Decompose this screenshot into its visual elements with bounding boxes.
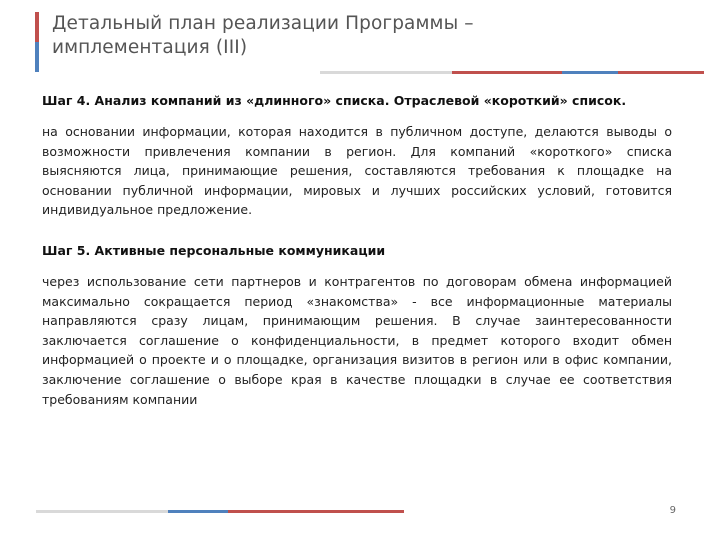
- bottom-rule-grey: [36, 510, 168, 513]
- top-rule-red: [452, 71, 562, 74]
- step4-text: на основании информации, которая находится в публичном доступе, делаются выводы о возможности привлечения компании в регион. Для компаний «короткого» списка выясняются лица, принимающие решения, составляются требования к площадке на основании публичной информации, мировых и лучших российских условий, готовится индивидуальное предложение.: [42, 124, 672, 218]
- bottom-rule-red: [228, 510, 404, 513]
- slide-title: Детальный план реализации Программы – имплементация (III): [52, 13, 474, 58]
- step5-text: через использование сети партнеров и контрагентов по договорам обмена информацией максимально сокращается период «знакомства» - все информационные материалы направляются сразу лицам, принимающим решения. В случае заинтересованности заключается соглашение о конфиденциальности, в предмет которого входит обмен информацией о проекте и о площадке, организация визитов в регион или в офис компании, заключение соглашение о выборе края в качестве площадки в случае ее соответствия требованиям компании: [42, 273, 672, 407]
- page-number: 9: [669, 505, 676, 516]
- slide-content: [42, 92, 672, 409]
- step4-heading: Шаг 4. Анализ компаний из «длинного» списка. Отраслевой «короткий» список.: [42, 93, 627, 108]
- bottom-rule-blue: [168, 510, 228, 513]
- title-accent-bar: [35, 12, 39, 72]
- step5-heading: Шаг 5. Активные персональные коммуникации: [42, 242, 386, 258]
- spacer: [42, 220, 672, 242]
- top-rule-red-end: [618, 71, 704, 74]
- top-rule-grey: [320, 71, 452, 74]
- top-rule-blue: [562, 71, 618, 74]
